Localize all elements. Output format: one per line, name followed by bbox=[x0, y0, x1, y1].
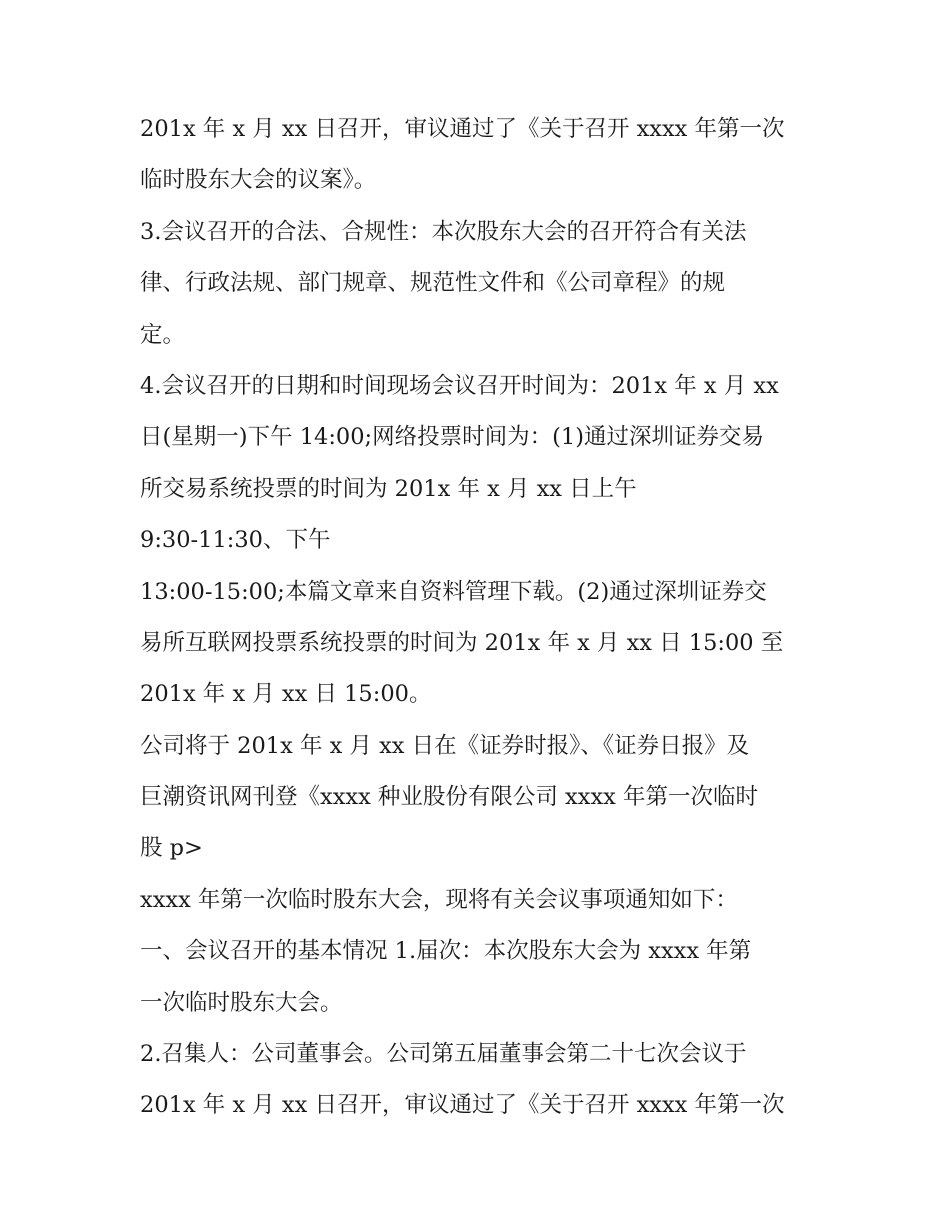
text-line: 2.召集人：公司董事会。公司第五届董事会第二十七次会议于 bbox=[140, 1041, 747, 1068]
text-line: 201x 年 x 月 xx 日召开，审议通过了《关于召开 xxxx 年第一次 bbox=[140, 116, 785, 142]
text-line: 201x 年 x 月 xx 日 15:00。 bbox=[140, 681, 432, 708]
text-line: 13:00-15:00;本篇文章来自资料管理下载。(2)通过深圳证券交 bbox=[140, 578, 767, 605]
text-line: 临时股东大会的议案》。 bbox=[140, 167, 377, 194]
text-line: 所交易系统投票的时间为 201x 年 x 月 xx 日上午 bbox=[140, 475, 637, 502]
text-line: 3.会议召开的合法、合规性：本次股东大会的召开符合有关法 bbox=[140, 218, 747, 245]
text-line: 4.会议召开的日期和时间现场会议召开时间为：201x 年 x 月 xx bbox=[140, 372, 779, 399]
text-line: 一、会议召开的基本情况 1.届次：本次股东大会为 xxxx 年第 bbox=[140, 938, 752, 965]
document-body bbox=[140, 104, 820, 1132]
text-line: 公司将于 201x 年 x 月 xx 日在《证券时报》、《证券日报》及 bbox=[140, 732, 750, 759]
text-line: 巨潮资讯网刊登《xxxx 种业股份有限公司 xxxx 年第一次临时 bbox=[140, 784, 758, 811]
text-line: 日(星期一)下午 14:00;网络投票时间为：(1)通过深圳证券交易 bbox=[140, 424, 765, 451]
text-line: 201x 年 x 月 xx 日召开，审议通过了《关于召开 xxxx 年第一次 bbox=[140, 1092, 785, 1119]
text-line: 律、行政法规、部门规章、规范性文件和《公司章程》的规 bbox=[140, 270, 726, 297]
text-line: 易所互联网投票系统投票的时间为 201x 年 x 月 xx 日 15:00 至 bbox=[140, 629, 784, 656]
text-line: 股 p> bbox=[140, 835, 203, 862]
text-line: 9:30-11:30、下午 bbox=[140, 527, 331, 554]
text-line: xxxx 年第一次临时股东大会，现将有关会议事项通知如下： bbox=[140, 886, 738, 913]
text-line: 定。 bbox=[140, 321, 186, 348]
text-line: 一次临时股东大会。 bbox=[140, 989, 343, 1016]
